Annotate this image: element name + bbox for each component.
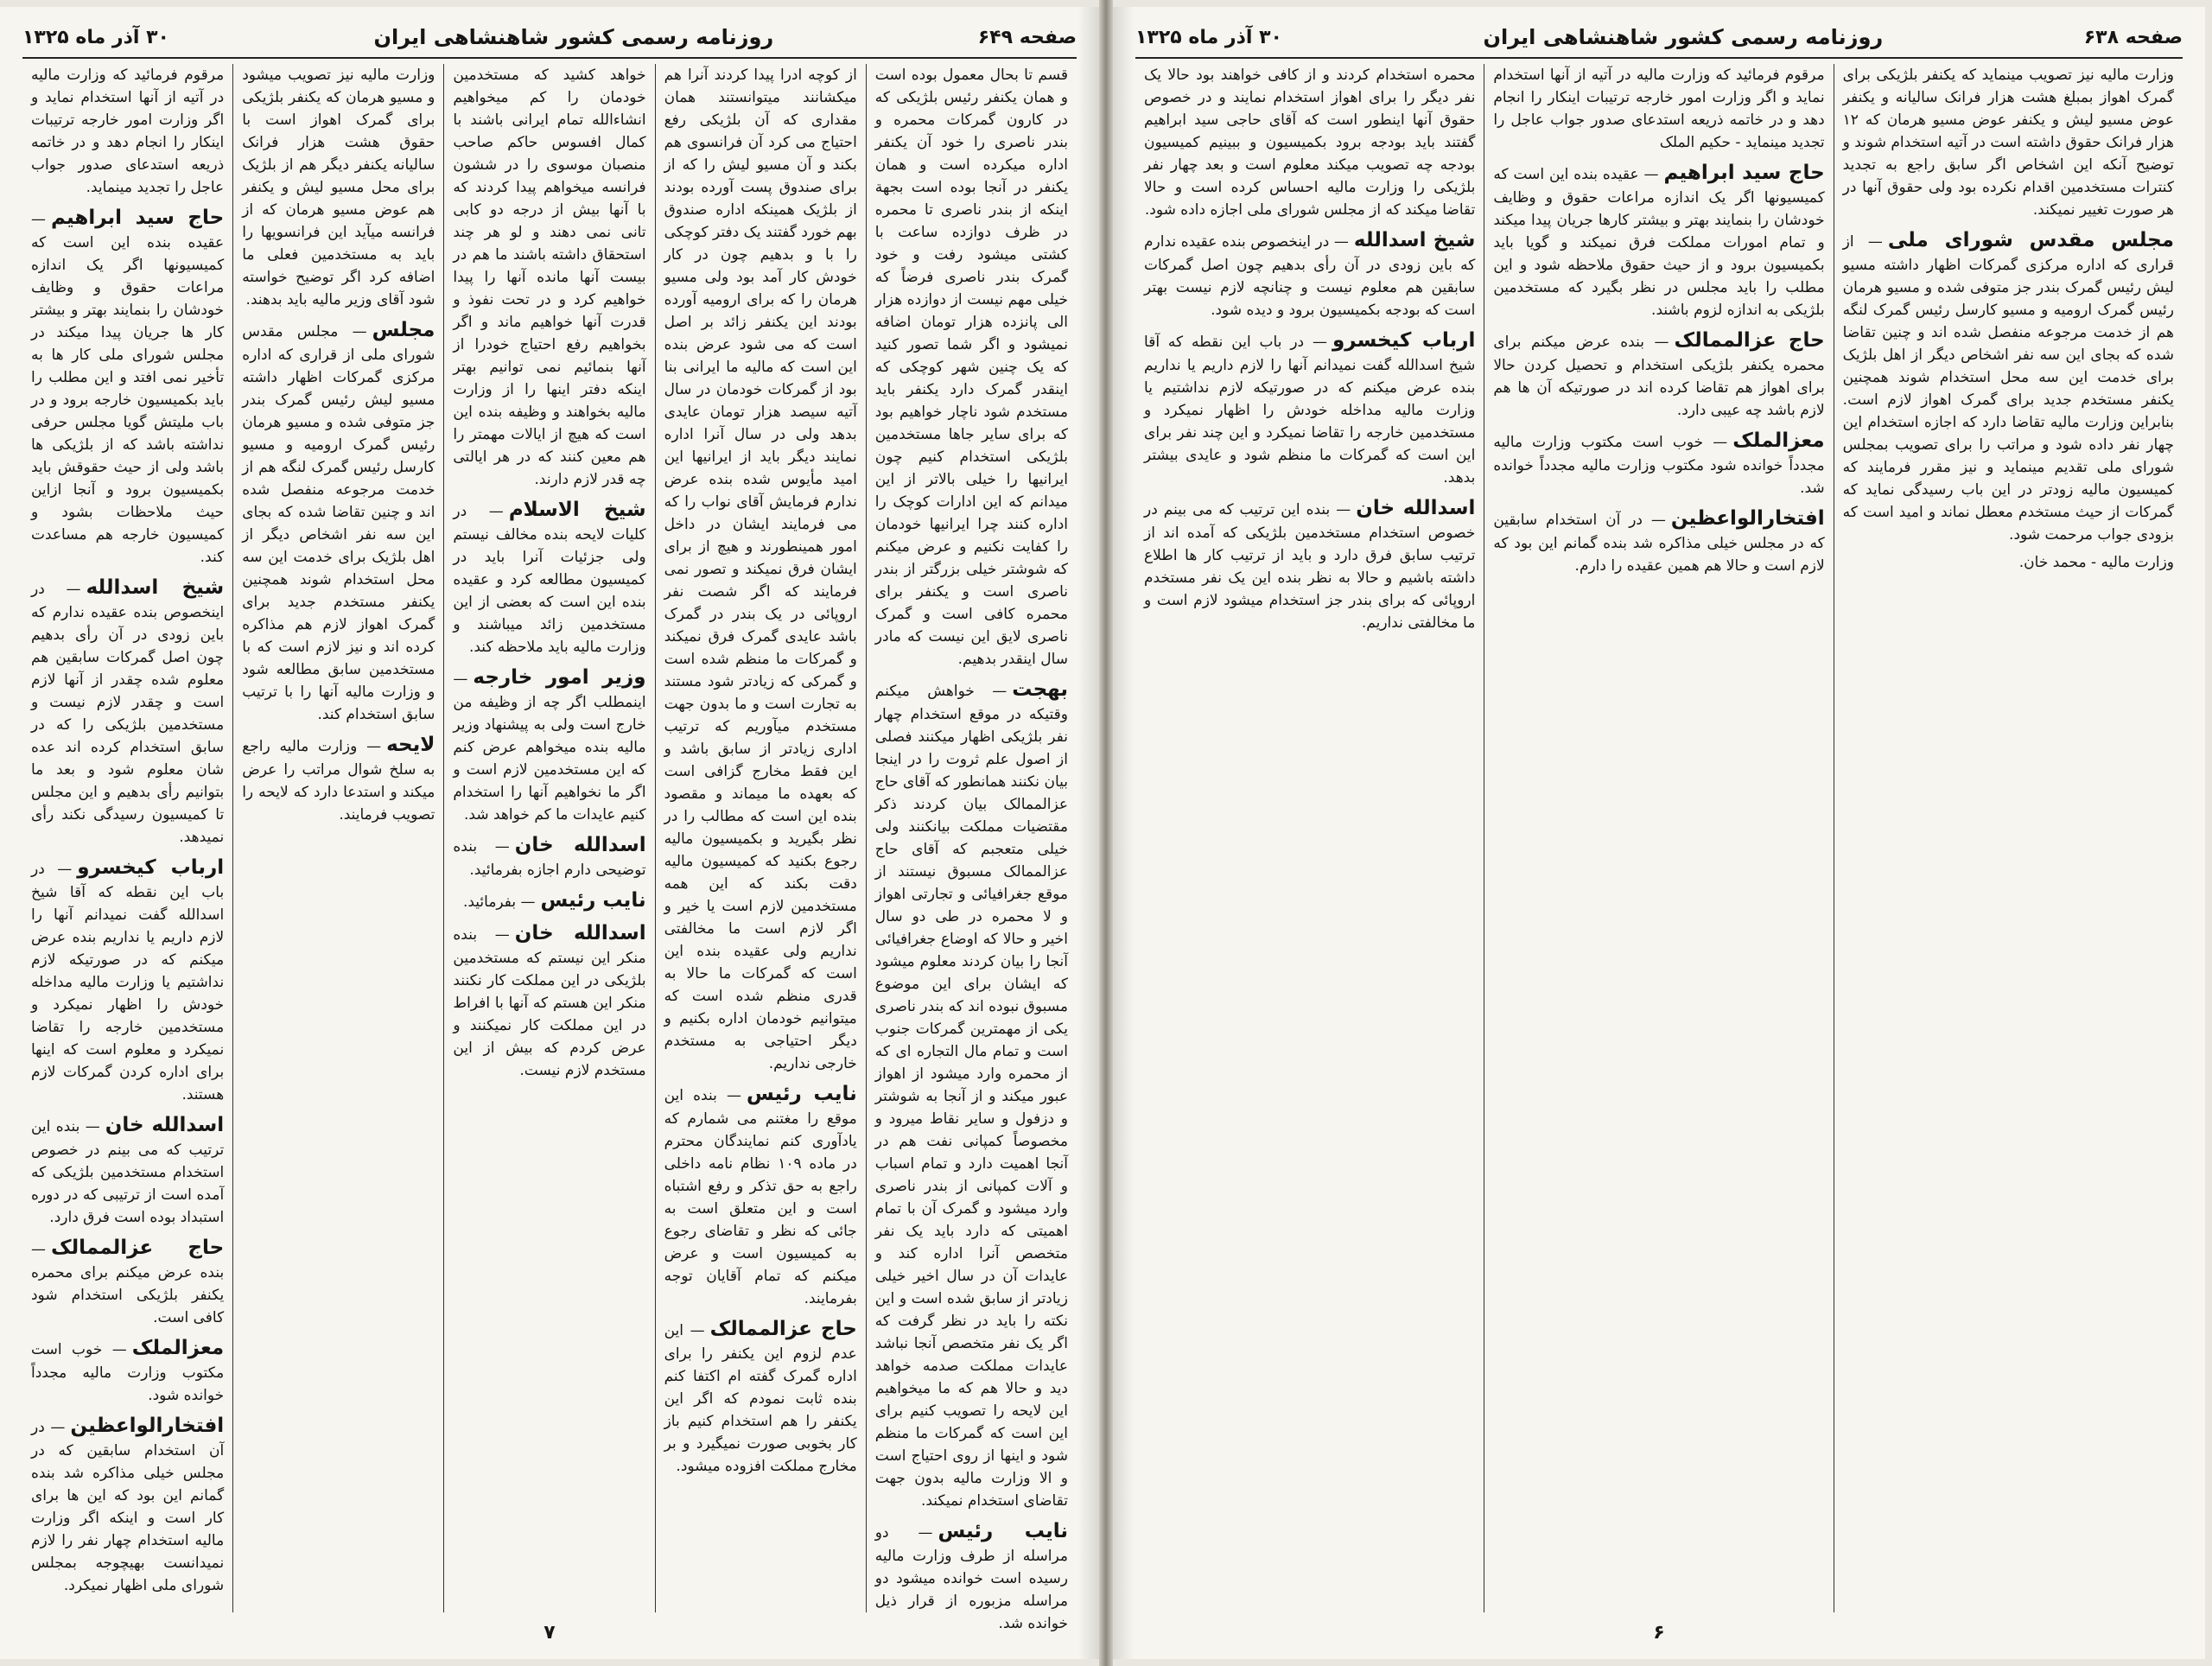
paragraph-text: — اینمطلب اگر چه از وظیفه من خارج است ولی به پیشنهاد وزیر مالیه بنده میخواهم عرض کنم که این مستخدمین لازم است و اگر ما نخواهیم آنها را استخدام کنیم عایدات ما کم خواهد شد. bbox=[453, 671, 646, 823]
paragraph bbox=[453, 887, 645, 914]
speaker-name: اسدالله خان bbox=[514, 922, 646, 944]
paragraph-text: — عقیده بنده این است که کمیسیونها اگر یک اندازه مراعات حقوق و وظایف خودشان را بنمایند بهتر و بیشتر کارها جریان پیدا میکند و تمام امورات مملکت فرق نمیکند و گویا باید بکمیسیون برود و از حیث حقوق ملاحظه شود و این مطلب را باید مجلس در نظر بگیرد که مستخدمین بلژیکی به اندازه لزوم باشند. bbox=[1493, 166, 1825, 319]
paragraph bbox=[453, 831, 645, 881]
speaker-name: ارباب کیخسرو bbox=[77, 856, 225, 879]
speaker-name: حاج سید ابراهیم bbox=[1663, 162, 1825, 184]
paragraph bbox=[1843, 551, 2174, 574]
paragraph bbox=[875, 1517, 1068, 1635]
text-column bbox=[1834, 64, 2183, 1612]
right-page-number: ۶ bbox=[1653, 1622, 1665, 1644]
speaker-name: حاج عزالممالک bbox=[709, 1318, 857, 1340]
speaker-name: معزالملک bbox=[1732, 429, 1825, 452]
paragraph bbox=[453, 64, 645, 491]
speaker-name: اسدالله خان bbox=[1356, 497, 1476, 519]
paragraph-text: از کوچه ادرا پیدا کردند آنرا هم میکشانند میتوانستند همان مقداری که آن بلژیکی رفع احتیاج می کرد آن فرانسوی هم بکند و آن مسیو لیش را که از برای صندوق پست آورده بودند از بلژیک همینکه اداره صندوق بهم خورد گفتند یک دفتر کوچکی را با و بدهیم چون در کار خودش کار آمد بود ولی مسیو هرمان را که برای ارومیه آورده بودند این یکنفر زائد بر اصل است که می شود عرض بنده این است که مالیه ما ایرانی بنا بود از گمرکات خودمان در سال آتیه سیصد هزار تومان عایدی بدهد ولی در سال آنرا اداره نمایند دیگر باید از ایرانیها این امید مأیوس شده بنده عرض ندارم فرمایش آقای نواب را که می فرمایند ایشان در داخل امور همینطورند و هیچ از برای ایشان فرق نمیکند و تصور نمی فرمایند که اگر شصت نفر اروپائی در یک بندر در گمرک باشد عایدی گمرک فرق نمیکند و گمرکات ما منظم شده است و گمرکی که زیادتر شود مستند به تجارت است و ما بدون جهت مستخدم میآوریم که ترتیب اداری زیادتر از سابق باشد و این فقط مخارج گزافی است که بعهده ما میماند و مقصود بنده این است که مطالب را در نظر بگیرید و بکمیسیون مالیه رجوع بکنید که کمیسیون مالیه دقت بکند که این همه مستخدمین لازم است یا خیر و اگر لازم است ما مخالفتی نداریم ولی عقیده بنده این است که گمرکات ما حالا به قدری منظم شده است که میتوانیم خودمان اداره بکنیم و دیگر احتیاجی به مستخدم خارجی نداریم. bbox=[664, 67, 857, 1072]
paragraph bbox=[453, 919, 645, 1082]
paragraph bbox=[1144, 226, 1475, 321]
paragraph bbox=[31, 1334, 224, 1407]
left-header-rule bbox=[22, 57, 1077, 59]
left-page-number: ۷ bbox=[543, 1622, 556, 1644]
paragraph-text: — بنده این ترتیب که می بینم در خصوص استخدام مستخدمین بلژیکی که آمده اند از ترتیب سابق فرق دارد و باید از ترتیب کار ها اطلاع داشته باشیم و حالا به نظر بنده این یک نفر مستخدم اروپائی که برای بندر جز استخدام میشود لازم است و ما مخالفتی نداریم. bbox=[1144, 501, 1476, 632]
paragraph bbox=[875, 64, 1068, 671]
paragraph bbox=[453, 496, 645, 658]
paragraph-text: — بنده توضیحی دارم اجازه بفرمائید. bbox=[453, 838, 646, 879]
paragraph bbox=[242, 316, 435, 726]
paragraph-text: — خوب است مکتوب وزارت مالیه مجدداً خوانده شود. bbox=[30, 1341, 225, 1404]
right-page-title: روزنامه رسمی کشور شاهنشاهی ایران bbox=[1483, 25, 1884, 49]
speaker-name: افتخارالواعظین bbox=[70, 1415, 225, 1437]
paragraph-text: — در باب این نقطه که آقا شیخ اسدالله گفت نمیدانم آنها را لازم داریم یا نداریم بنده عرض میکنم که در صورتیکه لازم نداشتیم یا وزارت مالیه مداخله خودش را اظهار نمیکرد و مستخدمین خارجه را تقاضا نمیکرد و این چند نفر برای این است که گمرکات ما منظم شود و عایدی بیشتر بدهد. bbox=[1144, 334, 1476, 486]
paragraph-text: قسم تا بحال معمول بوده است و همان یکنفر رئیس بلژیکی که در کارون گمرکات محمره و بندر ناصری را خود آن یکنفر اداره میکرده است و همان یکنفر در آنجا بوده است بجهة اینکه از بندر ناصری تا محمره در ظرف دوازده ساعت با کشتی میشود رفت و خود گمرک بندر ناصری فرضاً که خیلی مهم نیست از دوازده هزار الی پانزده هزار تومان اضافه نمیشود و اگر شما تصور کنید که یک چنین شهر کوچکی که اینقدر گمرک دارد یکنفر باید مستخدم شود ناچار خواهیم بود که برای سایر جاها مستخدمین بلژیکی استخدام کنیم چون ایرانیها را خیلی بالاتر از این میدانم که این ادارات کوچک را اداره کنند چرا ایرانیها خودمان را کفایت نکنیم و عرض میکنم که شوشتر خیلی بزرگتر از بندر ناصری است و یکنفر برای محمره کافی است و گمرک ناصری لایق این نیست که مادر سال اینقدر بدهیم. bbox=[874, 67, 1068, 668]
paragraph-text: مرقوم فرمائید که وزارت مالیه در آتیه از آنها استخدام نماید و اگر وزارت امور خارجه ترتیبات اینکار را انجام دهد و در خاتمه ذریعه استدعای صدور جواب عاجل را تجدید مینماید. bbox=[30, 67, 225, 196]
paragraph-text: — در اینخصوص بنده عقیده ندارم که باین زودی در آن رأی بدهیم چون اصل گمرکات سابقین هم معلوم نیست و چنانچه لازم نیست بهتر است که بودجه بکمیسیون برود و دیده شود. bbox=[1144, 233, 1476, 319]
paragraph bbox=[31, 854, 224, 1106]
speaker-name: مجلس bbox=[372, 319, 435, 341]
speaker-name: معزالملک bbox=[131, 1337, 225, 1359]
paragraph bbox=[1493, 505, 1824, 577]
speaker-name: بهجت bbox=[1012, 678, 1068, 701]
paragraph-text: — بنده عرض میکنم برای محمره یکنفر بلژیکی استخدام و تحصیل کردن حالا برای اهواز هم تقاضا کرده اند در صورتیکه آن ها هم لازم باشد چه عیبی دارد. bbox=[1493, 334, 1825, 419]
paragraph-text: — بنده این موقع را مغتنم می شمارم که یادآوری کنم نمایندگان محترم در ماده ۱۰۹ نظام نامه داخلی راجع به حق تذکر و رفع اشتباه است و این متعلق است به جائی که نظر و تقاضای رجوع به کمیسیون است و عرض میکنم که تمام آقایان توجه بفرمایند. bbox=[664, 1087, 857, 1307]
paragraph bbox=[31, 204, 224, 569]
left-page-label: صفحه ۶۴۹ bbox=[977, 26, 1077, 48]
paragraph-text: — در آن استخدام سابقین که در مجلس خیلی مذاکره شد بنده گمانم این بود که این ها برای کار است و اینکه اگر وزارت مالیه استخدام چهار نفر را لازم نمیدانست بهیچوجه بمجلس شورای ملی اظهار نمیکرد. bbox=[30, 1419, 225, 1594]
left-page-date: ۳۰ آذر ماه ۱۳۲۵ bbox=[22, 26, 169, 48]
text-column bbox=[1484, 64, 1834, 1612]
speaker-name: شیخ اسدالله bbox=[86, 576, 225, 599]
speaker-name: اسدالله خان bbox=[105, 1114, 225, 1136]
paragraph-text: — خواهش میکنم وقتیکه در موقع استخدام چهار نفر بلژیکی اظهار میکنند فصلی از اصول علم ثروت را در اینجا بیان نکنند همانطور که آقای حاج عزالممالک بیان کردند ذکر مقتضیات مملکت بیانکنند ولی خیلی متعجبم که آقای حاج عزالممالک مسبوق نیستند از موقع جغرافیائی و تجارتی اهواز و لا محمره در طی دو سال اخیر و حالا که اوضاع جغرافیائی آنجا را بیان کردند معلوم میشود که ایشان برای این موضوع مسبوق نبوده اند که بندر ناصری یکی از مهمترین گمرکات جنوب است و تمام مال التجاره ای که از محمره وارد میشود از اهواز عبور میکند و از آنجا به شوشتر و دزفول و سایر نقاط میرود و مخصوصاً کمپانی نفت هم در آنجا اهمیت دارد و تمام اسباب و آلات کمپانی از بندر ناصری وارد میشود و گمرک آن با تمام اهمیتی که دارد باید یک نفر متخصص آنرا اداره کند و عایدات آن در سال اخیر خیلی زیادتر از سابق شده است و این نکته را باید در نظر گرفت که اگر یک نفر متخصص آنجا نباشد عایدات مملکت صدمه خواهد دید و حالا هم که ما میخواهیم این لایحه را تصویب کنیم برای این است که گمرکات ما منظم شود و اینها از روی احتیاج است و الا وزارت مالیه بدون جهت تقاضای استخدام نمیکند. bbox=[874, 683, 1068, 1510]
paragraph-text: خواهد کشید که مستخدمین خودمان را کم میخواهیم انشاءالله تمام ایرانی باشند با کمال افسوس حاکم صاحب منصبان موسوی را در ششون فرانسه میخواهم پیدا کردند که با آنها بیش از درجه دو کابی تانی نمی دهند و لو هر چند استحقاق داشته باشند ما هم در بیست آنها مانده آنها را پیدا خواهیم کرد و در تحت نفوذ و قدرت آنها خواهیم ماند و اگر بخواهیم رفع احتیاج خودرا از آنها بنمائیم نمی توانیم بهتر اینکه دفتر اینها را از وزارت مالیه بخواهند و وظیفه بنده این است که هیچ از ایالات مهمتر را هم معین کنند که در هر ایالتی چه قدر لازم دارند. bbox=[453, 67, 646, 488]
speaker-name: نایب رئیس bbox=[540, 889, 646, 912]
fold-shadow bbox=[1078, 7, 1099, 1659]
right-columns bbox=[1135, 64, 2183, 1612]
book-gutter bbox=[1099, 0, 1113, 1666]
paragraph-text: — عقیده بنده این است که کمیسیونها اگر یک اندازه مراعات حقوق و وظایف خودشان را بنمایند بهتر و بیشتر کار ها جریان پیدا میکند در مجلس شورای ملی کار ها به تأخیر نمی افتد و این مطلب را باید بکمیسیون خارجه برود و در باب ملیتش گویا مجلس حرفی نداشته باشد که از بلژیکی ها باشد ولی از حیث حقوقش باید بکمیسیون برود و آنجا ازاین حیث ملاحظات بشود و کمیسیون خارجه هم مساعدت کند. bbox=[30, 211, 225, 566]
left-columns bbox=[22, 64, 1077, 1632]
paragraph-text: — در اینخصوص بنده عقیده ندارم که باین زودی در آن رأی بدهیم چون اصل گمرکات سابقین هم معلوم شده چقدر از آنها لازم است و چقدر لازم نیست و مستخدمین بلژیکی را که در سابق استخدام کرده اند عده شان معلوم شود و بعد ما بتوانیم رأی بدهیم و این مجلس تا کمیسیون رسیدگی نکند رأی نمیدهد. bbox=[30, 581, 225, 846]
paragraph bbox=[31, 64, 224, 199]
paragraph bbox=[664, 64, 857, 1075]
paragraph-text: — در باب این نقطه که آقا شیخ اسدالله گفت نمیدانم آنها را لازم داریم یا نداریم بنده عرض میکنم که در صورتیکه لازم نداشتیم یا وزارت مالیه مداخله خودش را اظهار نمیکرد و مستخدمین خارجه را تقاضا نمیکرد و معلوم است که اینها برای اداره کردن گمرکات لازم هستند. bbox=[30, 861, 225, 1103]
paragraph bbox=[242, 64, 435, 311]
speaker-name: شیخ اسدالله bbox=[1353, 229, 1476, 251]
paragraph-text: — در آن استخدام سابقین که در مجلس خیلی مذاکره شد بنده گمانم این بود که لازم است و حالا هم همین عقیده را دارم. bbox=[1493, 512, 1825, 575]
paragraph-text: — مجلس مقدس شورای ملی از قراری که اداره مرکزی گمرکات اظهار داشته مسیو لیش رئیس گمرک بندر جز متوفی شده و مسیو هرمان رئیس گمرک ارومیه و مسیو کارسل رئیس گمرک لنگه هم از خدمت مرجوعه منفصل شده اند و چنین تقاضا شده که بجای این سه نفر اشخاص دیگر از اهل بلژیک برای خدمت این سه محل استخدام شوند همچنین یکنفر مستخدم جدید برای گمرک اهواز لازم هم مذاکره کرده اند و نیز لازم است که با مستخدمین سابق مطالعه شود و وزارت مالیه آنها را با ترتیب سابق استخدام کند. bbox=[242, 323, 435, 723]
text-column bbox=[656, 64, 867, 1612]
fold-shadow bbox=[1113, 7, 1134, 1659]
paragraph-text: — بفرمائید. bbox=[462, 893, 536, 911]
text-column bbox=[1135, 64, 1484, 1612]
speaker-name: اسدالله خان bbox=[514, 834, 646, 856]
speaker-name: حاج سید ابراهیم bbox=[50, 207, 225, 229]
paragraph-text: وزارت مالیه - محمد خان. bbox=[2018, 554, 2174, 571]
paragraph-text: — خوب است مکتوب وزارت مالیه مجدداً خوانده شود مکتوب وزارت مالیه مجدداً خوانده شد. bbox=[1493, 434, 1825, 497]
paragraph bbox=[664, 1080, 857, 1310]
speaker-name: نایب رئیس bbox=[747, 1083, 857, 1105]
right-header-rule bbox=[1135, 57, 2183, 59]
paragraph-text: محمره استخدام کردند و از کافی خواهند بود حالا یک نفر دیگر را برای اهواز استخدام نمایند و در خصوص حقوق آنها اینطور است که آقای حاجی سید ابراهیم گفتند باید بودجه برود بکمیسیون و ببینیم کمیسیون بودجه چه تصویب میکند معلوم است و بعد چهار نفر بلژیکی را وزارت مالیه احساس کرده است و حالا تقاضا میکند که از مجلس شورای ملی اجازه داده شود. bbox=[1144, 67, 1476, 219]
paragraph bbox=[1493, 64, 1824, 154]
paragraph bbox=[242, 731, 435, 826]
paragraph-text: — بنده عرض میکنم برای محمره یکنفر بلژیکی استخدام شود کافی است. bbox=[30, 1241, 225, 1326]
text-column bbox=[233, 64, 444, 1612]
paragraph-text: وزارت مالیه نیز تصویب مینماید که یکنفر بلژیکی برای گمرک اهواز بمبلغ هشت هزار فرانک سالیانه و یکنفر عوض مسیو لیش و یکنفر عوض مسیو هرمان که ۱۲ هزار فرانک حقوق داشته است در آتیه استخدام شوند و توضیح آنکه این اشخاص اگر سابق راجع به تجدید کنترات مستخدمین اقدام نکرده بود ولی حقوق آنها در هر صورت تغییر نمیکند. bbox=[1842, 67, 2174, 219]
right-page-label: صفحه ۶۳۸ bbox=[2083, 26, 2183, 48]
paragraph bbox=[1144, 64, 1475, 221]
speaker-name: نایب رئیس bbox=[938, 1520, 1068, 1542]
speaker-name: مجلس مقدس شورای ملی bbox=[1887, 229, 2175, 251]
paragraph-text: — دو مراسله از طرف وزارت مالیه رسیده است خوانده میشود دو مراسله مزبوره از قرار ذیل خوانده شد. bbox=[874, 1524, 1068, 1632]
paragraph bbox=[1493, 427, 1824, 499]
paragraph bbox=[1144, 327, 1475, 489]
paragraph bbox=[1843, 64, 2174, 221]
speaker-name: ارباب کیخسرو bbox=[1332, 329, 1476, 352]
paragraph bbox=[31, 1111, 224, 1229]
left-page-title: روزنامه رسمی کشور شاهنشاهی ایران bbox=[373, 25, 774, 49]
paragraph bbox=[1843, 226, 2174, 546]
paragraph-text: مرقوم فرمائید که وزارت مالیه در آتیه از آنها استخدام نماید و اگر وزارت امور خارجه ترتیبات اینکار را انجام دهد و در خاتمه ذریعه استدعای صدور جواب عاجل را تجدید مینماید - حکیم الملک bbox=[1493, 67, 1825, 151]
paragraph-text: — در کلیات لایحه بنده مخالف نیستم ولی جزئیات آنرا باید در کمیسیون مطالعه کرد و عقیده بنده این است که بعضی از این مستخدمین زائد میباشند و وزارت مالیه باید ملاحظه کند. bbox=[453, 503, 646, 656]
right-page-date: ۳۰ آذر ماه ۱۳۲۵ bbox=[1135, 26, 1282, 48]
speaker-name: لایحه bbox=[386, 734, 435, 756]
paragraph-text: — این عدم لزوم این یکنفر را برای اداره گمرک گفته ام اکتفا کنم بنده ثابت نمودم که اگر این یکنفر را هم استخدام کنیم باز کار بخوبی صورت نمیگیرد و بر مخارج مملکت افزوده میشود. bbox=[664, 1322, 857, 1475]
text-column bbox=[444, 64, 655, 1612]
speaker-name: حاج عزالممالک bbox=[50, 1237, 225, 1259]
paragraph bbox=[1144, 494, 1475, 634]
left-page-header bbox=[22, 22, 1077, 52]
text-column bbox=[867, 64, 1077, 1632]
speaker-name: شیخ الاسلام bbox=[508, 499, 646, 521]
paragraph-text: — بنده منکر این نیستم که مستخدمین بلژیکی در این مملکت کار نکنند منکر این هستم که آنها با افراط در این مملکت کار نمیکنند و عرض کردم که بیش از این مستخدم لازم نیست. bbox=[453, 926, 646, 1079]
speaker-name: حاج عزالممالک bbox=[1674, 329, 1825, 352]
paragraph bbox=[31, 574, 224, 849]
paragraph-text: — بنده این ترتیب که می بینم در خصوص استخدام مستخدمین بلژیکی که آمده است از ترتیبی که در دوره استبداد بوده است فرق دارد. bbox=[30, 1118, 225, 1226]
left-page bbox=[0, 7, 1099, 1659]
paragraph bbox=[1493, 159, 1824, 321]
paragraph bbox=[875, 676, 1068, 1512]
paragraph-text: — وزارت مالیه راجع به سلخ شوال مراتب را عرض میکند و استدعا دارد که لایحه را تصویب فرمایند. bbox=[242, 738, 435, 823]
paragraph-text: — از قراری که اداره مرکزی گمرکات اظهار داشته مسیو لیش رئیس گمرک بندر جز متوفی شده و مسیو هرمان رئیس گمرک ارومیه و مسیو کارسل رئیس گمرک لنگه هم از خدمت مرجوعه منفصل شده اند و چنین تقاضا شده که بجای این سه نفر اشخاص دیگر از اهل بلژیک برای خدمت این سه محل استخدام شوند همچنین یکنفر مستخدم جدید برای گمرک اهواز لازم است. بنابراین وزارت مالیه تقاضا دارد که اجازه استخدام این چهار نفر داده شود و مراتب را برای تصویب بمجلس شورای ملی تقدیم مینماید و نیز مقرر فرمایند که کمیسیون مالیه زودتر در این باب رسیدگی نماید که گمرکات از حیث مستخدم معطل نماند و امید است که بزودی جواب مرحمت شود. bbox=[1842, 233, 2174, 544]
text-column bbox=[22, 64, 233, 1612]
paragraph bbox=[31, 1412, 224, 1597]
paragraph bbox=[1493, 327, 1824, 422]
paragraph bbox=[664, 1315, 857, 1478]
paragraph bbox=[453, 664, 645, 826]
right-page-header bbox=[1135, 22, 2183, 52]
paragraph-text: وزارت مالیه نیز تصویب میشود و مسیو هرمان که یکنفر بلژیکی برای گمرک اهواز است با حقوق هشت هزار فرانک سالیانه یکنفر دیگر هم از بلژیک برای محل مسیو لیش و یکنفر هم عوض مسیو هرمان که از فرانسه میآید این فرانسویها را باید به مستخدمین فعلی ما اضافه کرد اگر توضیح خواسته شود آقای وزیر مالیه باید بدهند. bbox=[242, 67, 435, 308]
right-page bbox=[1113, 7, 2205, 1659]
speaker-name: افتخارالواعظین bbox=[1670, 507, 1825, 530]
paragraph bbox=[31, 1234, 224, 1329]
speaker-name: وزیر امور خارجه bbox=[473, 666, 646, 689]
